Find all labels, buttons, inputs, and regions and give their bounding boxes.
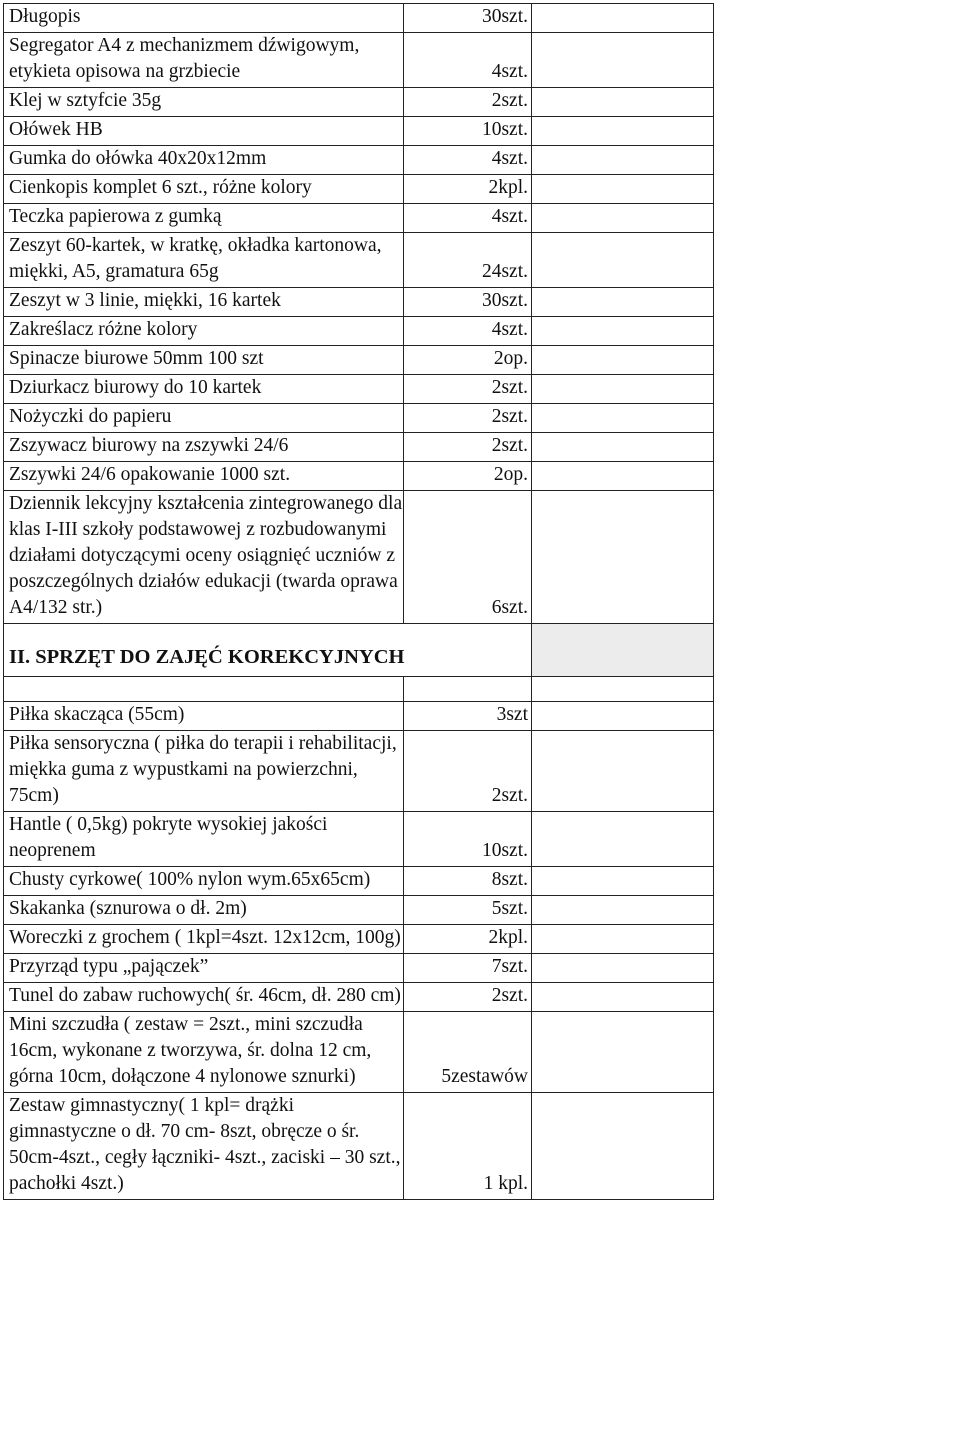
item-name: Ołówek HB [4,117,404,146]
spacer-cell [4,677,404,702]
item-name: Mini szczudła ( zestaw = 2szt., mini szczudła 16cm, wykonane z tworzywa, śr. dolna 12 cm, górna 10cm, dołączone 4 nylonowe sznurki) [4,1012,404,1093]
item-quantity: 5zestawów [404,1012,532,1093]
extra-cell [532,867,714,896]
item-name: Gumka do ołówka 40x20x12mm [4,146,404,175]
item-name: Chusty cyrkowe( 100% nylon wym.65x65cm) [4,867,404,896]
extra-cell [532,462,714,491]
supplies-table [3,3,714,1200]
table-row [4,983,714,1012]
item-quantity: 24szt. [404,233,532,288]
item-name: Woreczki z grochem ( 1kpl=4szt. 12x12cm, 100g) [4,925,404,954]
table-row [4,375,714,404]
spacer-cell [404,677,532,702]
item-quantity: 2szt. [404,983,532,1012]
extra-cell [532,233,714,288]
item-name: Zszywacz biurowy na zszywki 24/6 [4,433,404,462]
item-quantity: 10szt. [404,117,532,146]
item-name: Dziurkacz biurowy do 10 kartek [4,375,404,404]
extra-cell [532,117,714,146]
item-name: Segregator A4 z mechanizmem dźwigowym, etykieta opisowa na grzbiecie [4,33,404,88]
extra-cell [532,4,714,33]
table-row [4,88,714,117]
extra-cell [532,1012,714,1093]
table-row [4,317,714,346]
table-row [4,491,714,624]
item-quantity: 7szt. [404,954,532,983]
table-row [4,731,714,812]
table-row [4,925,714,954]
item-quantity: 4szt. [404,146,532,175]
table-row [4,204,714,233]
item-quantity: 5szt. [404,896,532,925]
table-row [4,954,714,983]
item-name: Tunel do zabaw ruchowych( śr. 46cm, dł. 280 cm) [4,983,404,1012]
extra-cell [532,204,714,233]
table-row [4,896,714,925]
table-row [4,1012,714,1093]
item-quantity: 2szt. [404,404,532,433]
extra-cell [532,33,714,88]
item-quantity: 6szt. [404,491,532,624]
extra-cell [532,1093,714,1200]
extra-cell [532,954,714,983]
table-row [4,288,714,317]
table-row [4,404,714,433]
extra-cell [532,175,714,204]
item-quantity: 2szt. [404,731,532,812]
item-quantity: 30szt. [404,288,532,317]
item-name: Teczka papierowa z gumką [4,204,404,233]
item-quantity: 2op. [404,462,532,491]
table-row [4,175,714,204]
table-row [4,702,714,731]
extra-cell [532,88,714,117]
table-row [4,346,714,375]
item-name: Dziennik lekcyjny kształcenia zintegrowanego dla klas I-III szkoły podstawowej z rozbudowanymi działami dotyczącymi oceny osiągnięć uczniów z poszczególnych działów edukacji (twarda oprawa A4/132 str.) [4,491,404,624]
item-quantity: 2szt. [404,375,532,404]
table-row [4,462,714,491]
item-name: Nożyczki do papieru [4,404,404,433]
item-quantity: 2kpl. [404,925,532,954]
table-row [4,146,714,175]
extra-cell [532,433,714,462]
extra-cell [532,925,714,954]
item-name: Spinacze biurowe 50mm 100 szt [4,346,404,375]
item-quantity: 2szt. [404,88,532,117]
item-quantity: 30szt. [404,4,532,33]
extra-cell [532,677,714,702]
extra-cell [532,896,714,925]
item-quantity: 10szt. [404,812,532,867]
extra-cell [532,812,714,867]
item-quantity: 4szt. [404,33,532,88]
table-row [4,1093,714,1200]
item-name: Przyrząd typu „pajączek” [4,954,404,983]
item-name: Cienkopis komplet 6 szt., różne kolory [4,175,404,204]
item-name: Długopis [4,4,404,33]
item-quantity: 1 kpl. [404,1093,532,1200]
item-quantity: 3szt [404,702,532,731]
item-name: Zeszyt 60-kartek, w kratkę, okładka kartonowa, miękki, A5, gramatura 65g [4,233,404,288]
extra-cell [532,288,714,317]
extra-cell [532,983,714,1012]
section-title: II. SPRZĘT DO ZAJĘĆ KOREKCYJNYCH [4,624,532,677]
section1-body [4,4,714,624]
item-name: Zszywki 24/6 opakowanie 1000 szt. [4,462,404,491]
item-quantity: 2kpl. [404,175,532,204]
extra-cell [532,146,714,175]
item-quantity: 4szt. [404,317,532,346]
section-header-row [4,624,714,677]
extra-cell [532,404,714,433]
item-quantity: 2op. [404,346,532,375]
table-row [4,812,714,867]
table-row [4,433,714,462]
item-name: Zakreślacz różne kolory [4,317,404,346]
section2-header [4,624,714,702]
table-row [4,33,714,88]
item-name: Hantle ( 0,5kg) pokryte wysokiej jakości neoprenem [4,812,404,867]
extra-cell [532,624,714,677]
table-row [4,4,714,33]
item-name: Klej w sztyfcie 35g [4,88,404,117]
table-row [4,233,714,288]
extra-cell [532,731,714,812]
table-row [4,117,714,146]
item-quantity: 2szt. [404,433,532,462]
item-name: Piłka skacząca (55cm) [4,702,404,731]
spacer-row [4,677,714,702]
section2-body [4,702,714,1200]
extra-cell [532,375,714,404]
table-row [4,867,714,896]
extra-cell [532,317,714,346]
extra-cell [532,346,714,375]
item-name: Piłka sensoryczna ( piłka do terapii i rehabilitacji, miękka guma z wypustkami na powierzchni, 75cm) [4,731,404,812]
item-name: Zestaw gimnastyczny( 1 kpl= drążki gimnastyczne o dł. 70 cm- 8szt, obręcze o śr. 50cm-4szt., cegły łączniki- 4szt., zaciski – 30 szt., pachołki 4szt.) [4,1093,404,1200]
extra-cell [532,491,714,624]
extra-cell [532,702,714,731]
item-quantity: 8szt. [404,867,532,896]
item-quantity: 4szt. [404,204,532,233]
item-name: Zeszyt w 3 linie, miękki, 16 kartek [4,288,404,317]
item-name: Skakanka (sznurowa o dł. 2m) [4,896,404,925]
